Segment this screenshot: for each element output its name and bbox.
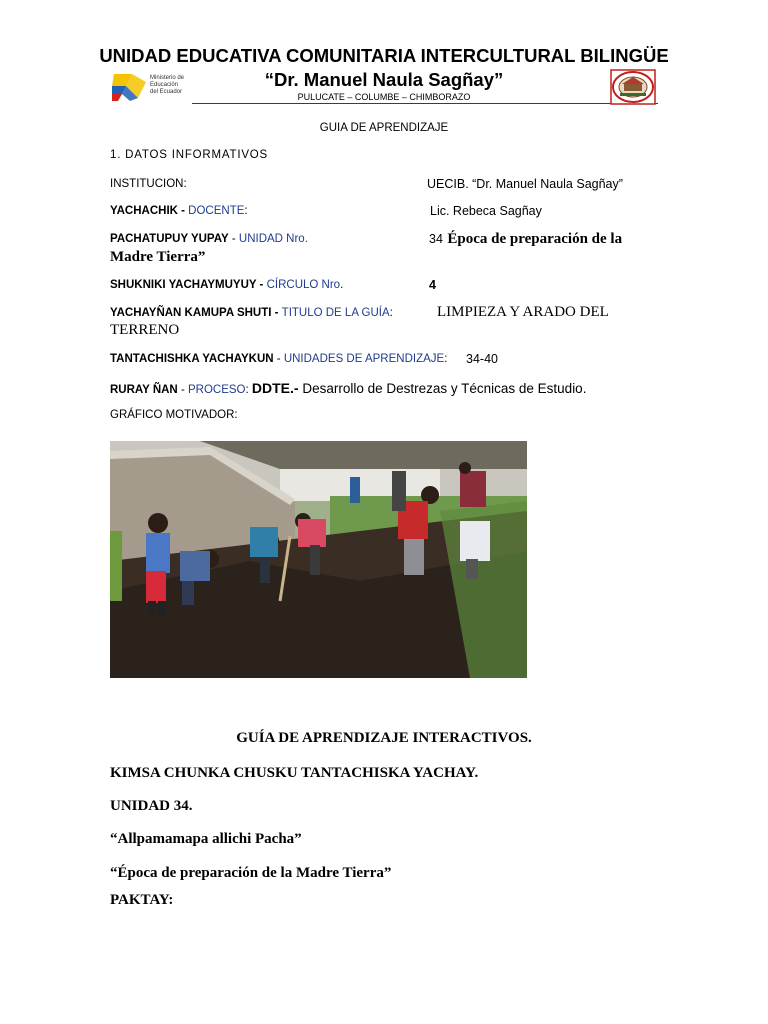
docente-label-a: YACHACHIK -: [110, 205, 189, 217]
unidad-value-text: Época de preparación de la: [447, 231, 623, 247]
unidades-colon: :: [444, 353, 448, 365]
unidad-dash: -: [228, 233, 239, 245]
body-line-3: “Allpamamapa allichi Pacha”: [110, 831, 302, 847]
docente-label-b: DOCENTE: [188, 205, 245, 217]
circulo-dot: .: [340, 279, 344, 291]
institucion-value: UECIB. “Dr. Manuel Naula Sagñay”: [427, 177, 623, 191]
titulo-label-a: YACHAYÑAN KAMUPA SHUTI -: [110, 307, 282, 319]
motivational-photo: [110, 441, 527, 678]
unidades-value: 34-40: [466, 352, 498, 366]
ministry-text-1: Ministerio de: [150, 75, 185, 81]
institucion-label: INSTITUCION:: [110, 178, 187, 190]
proceso-colon: :: [245, 384, 252, 396]
proceso-value: Desarrollo de Destrezas y Técnicas de Estudio.: [298, 381, 587, 396]
body-line-5: PAKTAY:: [110, 892, 174, 908]
titulo-label-b: TITULO DE LA GUÍA: [281, 307, 390, 319]
ministry-text-2: Educación: [150, 82, 179, 88]
proceso-dash: -: [177, 384, 188, 396]
school-location: PULUCATE – COLUMBE – CHIMBORAZO: [297, 92, 471, 102]
body-line-4: “Época de preparación de la Madre Tierra”: [110, 865, 392, 881]
unidad-value-line2: Madre Tierra”: [110, 249, 206, 265]
unidad-label: [110, 233, 308, 245]
unidad-value-line1: [429, 230, 622, 248]
section-heading: 1. DATOS INFORMATIVOS: [110, 149, 269, 161]
unidades-label-b: UNIDADES DE APRENDIZAJE: [283, 353, 445, 365]
proceso-label-b: PROCESO: [187, 384, 246, 396]
proceso-code: DDTE.-: [251, 380, 299, 396]
unidades-dash: -: [273, 353, 284, 365]
unidad-label-a: PACHATUPUY YUPAY: [110, 233, 229, 245]
header-rule: [192, 103, 658, 104]
grafico-label: GRÁFICO MOTIVADOR:: [110, 409, 238, 421]
ministry-text-3: del Ecuador: [150, 89, 183, 95]
unidades-label: [110, 353, 447, 365]
titulo-value-line2: TERRENO: [110, 322, 180, 338]
body-line-2: UNIDAD 34.: [110, 798, 193, 814]
interactive-guide-heading: GUÍA DE APRENDIZAJE INTERACTIVOS.: [236, 730, 532, 746]
unidades-label-a: TANTACHISHKA YACHAYKUN: [110, 353, 274, 365]
circulo-value: 4: [429, 278, 436, 292]
ecuador-flag-icon: [112, 72, 148, 102]
circulo-label: [110, 279, 343, 291]
unidad-label-b: UNIDAD Nro.: [238, 233, 308, 245]
school-subtitle: “Dr. Manuel Naula Sagñay”: [264, 69, 504, 90]
body-line-1: KIMSA CHUNKA CHUSKU TANTACHISKA YACHAY.: [110, 765, 479, 781]
docente-colon: :: [244, 205, 248, 217]
titulo-colon: :: [389, 307, 393, 319]
unidad-number: 34: [429, 232, 443, 246]
docente-value: Lic. Rebeca Sagñay: [430, 204, 542, 218]
titulo-label: [110, 307, 393, 319]
school-seal-icon: [610, 69, 656, 105]
guide-title: GUIA DE APRENDIZAJE: [319, 122, 449, 134]
farm-work-illustration: [110, 441, 527, 678]
ministry-logo: [112, 72, 194, 102]
circulo-label-a: SHUKNIKI YACHAYMUYUY -: [110, 279, 267, 291]
proceso-line: [110, 380, 586, 396]
docente-label: [110, 205, 248, 217]
school-emblem: [610, 69, 656, 105]
circulo-label-b: CÍRCULO Nro: [266, 279, 341, 291]
proceso-label-a: RURAY ÑAN: [110, 384, 178, 396]
titulo-value-line1: LIMPIEZA Y ARADO DEL: [437, 304, 609, 320]
school-name: UNIDAD EDUCATIVA COMUNITARIA INTERCULTURAL BILINGÜE: [99, 45, 669, 66]
